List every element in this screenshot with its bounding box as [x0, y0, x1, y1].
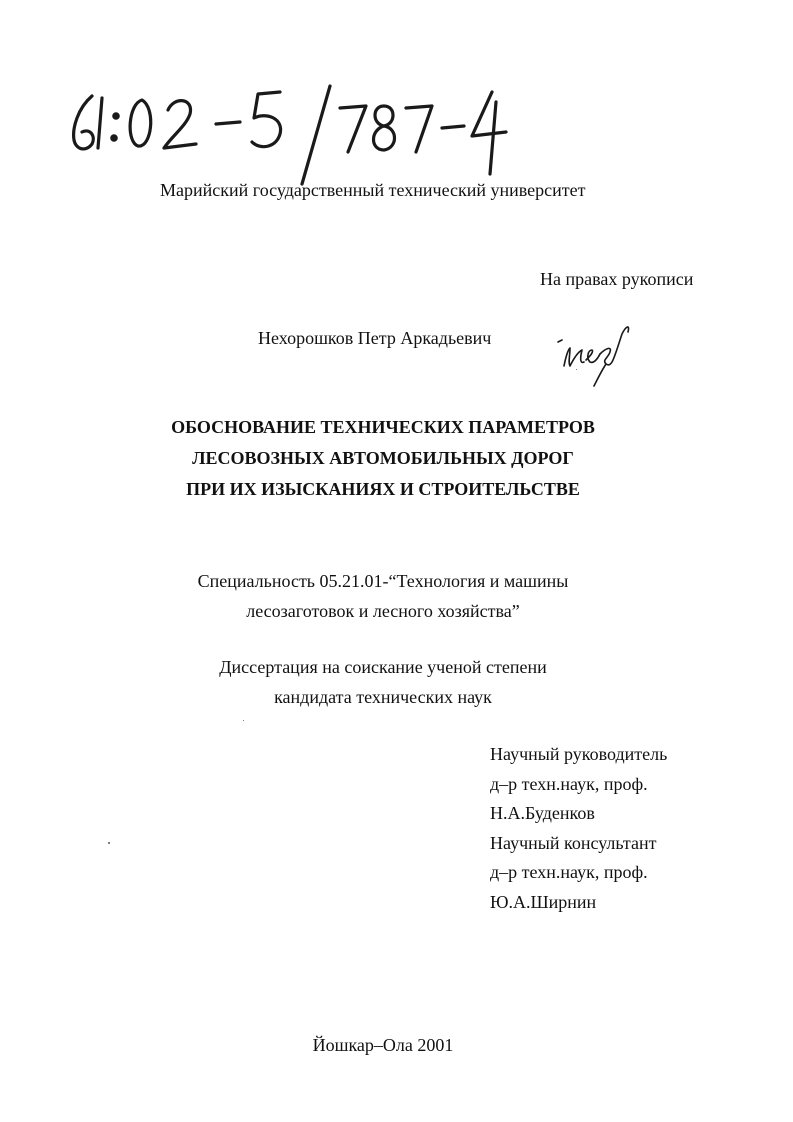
advisor-line: Н.А.Буденков: [490, 803, 595, 823]
degree-line: Диссертация на соискание ученой степени: [219, 657, 547, 677]
advisors-block: [490, 740, 667, 917]
handwritten-archive-code: [40, 78, 510, 188]
scan-speck: [243, 720, 244, 721]
degree-block: [100, 652, 666, 712]
university-name: Марийский государственный технический университет: [160, 180, 586, 200]
advisor-line: д–р техн.наук, проф.: [490, 862, 648, 882]
author-signature: [556, 320, 636, 390]
specialty-block: [100, 566, 666, 626]
advisor-line: д–р техн.наук, проф.: [490, 773, 648, 794]
degree-line: кандидата технических наук: [274, 687, 492, 707]
advisor-line: Научный руководитель: [490, 744, 668, 764]
manuscript-note: На правах рукописи: [540, 269, 694, 289]
title-line: ЛЕСОВОЗНЫХ АВТОМОБИЛЬНЫХ ДОРОГ: [192, 448, 574, 468]
advisor-line: Ю.А.Ширнин: [490, 891, 597, 912]
advisor-line: Научный консультант: [490, 832, 657, 853]
scan-speck: [108, 842, 110, 844]
title-line: ПРИ ИХ ИЗЫСКАНИЯХ И СТРОИТЕЛЬСТВЕ: [186, 479, 580, 499]
scan-speck: [576, 369, 577, 370]
title-line: ОБОСНОВАНИЕ ТЕХНИЧЕСКИХ ПАРАМЕТРОВ: [171, 417, 595, 437]
specialty-line: Специальность 05.21.01-“Технология и машины: [197, 571, 569, 591]
author-name: Нехорошков Петр Аркадьевич: [258, 328, 492, 348]
specialty-line: лесозаготовок и лесного хозяйства”: [246, 601, 520, 621]
city-year: Йошкар–Ола 2001: [312, 1035, 454, 1055]
dissertation-title: [100, 412, 666, 505]
